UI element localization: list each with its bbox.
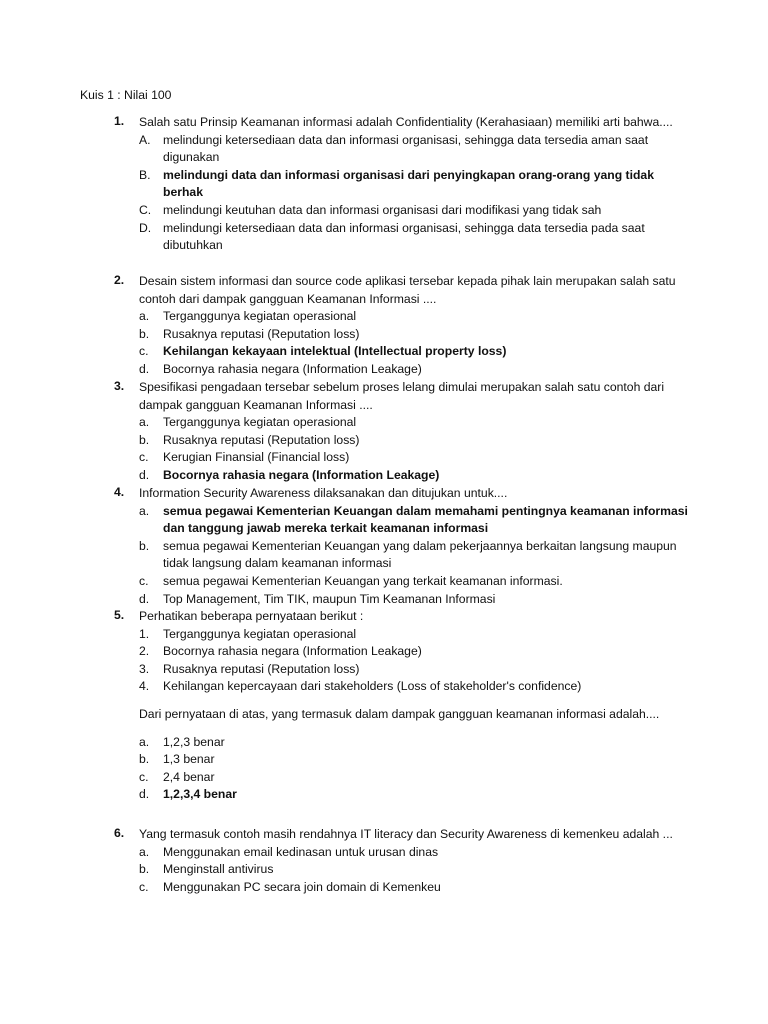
option-text: Kehilangan kekayaan intelektual (Intellectual property loss) xyxy=(163,344,507,359)
answer-option xyxy=(139,538,694,573)
answer-option xyxy=(139,844,694,862)
statement-text: Bocornya rahasia negara (Information Leakage) xyxy=(163,644,422,659)
option-text: semua pegawai Kementerian Keuangan yang dalam pekerjaannya berkaitan langsung maupun tidak langsung dalam keamanan informasi xyxy=(163,538,677,571)
option-text: melindungi ketersediaan data dan informasi organisasi, sehingga data tersedia pada saat dibutuhkan xyxy=(163,220,645,253)
option-letter: d. xyxy=(139,467,150,482)
statement-text: Kehilangan kepercayaan dari stakeholders (Loss of stakeholder's confidence) xyxy=(163,679,582,694)
answer-option xyxy=(139,414,694,432)
answer-option xyxy=(139,361,694,379)
option-letter: a. xyxy=(139,309,150,324)
option-text: semua pegawai Kementerian Keuangan dalam memahami pentingnya keamanan informasi dan tanggung jawab mereka terkait keamanan informasi xyxy=(163,503,688,536)
question-body xyxy=(139,114,694,255)
option-text: melindungi ketersediaan data dan informasi organisasi, sehingga data tersedia aman saat digunakan xyxy=(163,132,649,165)
option-letter: b. xyxy=(139,538,150,553)
option-list xyxy=(139,844,694,897)
question-number: 5. xyxy=(114,608,125,622)
option-letter: a. xyxy=(139,844,150,859)
option-text: 1,2,3 benar xyxy=(163,734,225,749)
option-letter: b. xyxy=(139,752,150,767)
statement-text: Terganggunya kegiatan operasional xyxy=(163,626,357,641)
question-text: Desain sistem informasi dan source code aplikasi tersebar kepada pihak lain merupakan salah satu contoh dari dampak gangguan Keamanan Informasi .... xyxy=(139,274,676,306)
question-number: 6. xyxy=(114,826,125,840)
question-text: Perhatikan beberapa pernyataan berikut : xyxy=(139,609,364,623)
statement-number: 1. xyxy=(139,626,150,641)
answer-option xyxy=(139,326,694,344)
option-letter: c. xyxy=(139,573,149,588)
option-letter: c. xyxy=(139,344,149,359)
option-text: melindungi keutuhan data dan informasi organisasi dari modifikasi yang tidak sah xyxy=(163,202,602,217)
answer-option xyxy=(139,202,694,220)
option-letter: c. xyxy=(139,879,149,894)
answer-option xyxy=(139,573,694,591)
question-text: Information Security Awareness dilaksanakan dan ditujukan untuk.... xyxy=(139,486,508,500)
answer-option xyxy=(139,167,694,202)
question-number: 1. xyxy=(114,114,125,128)
question-number: 2. xyxy=(114,273,125,287)
option-text: Rusaknya reputasi (Reputation loss) xyxy=(163,432,360,447)
answer-option xyxy=(139,769,694,787)
answer-option xyxy=(139,503,694,538)
option-text: Kerugian Finansial (Financial loss) xyxy=(163,450,350,465)
answer-option xyxy=(139,879,694,897)
answer-option xyxy=(139,751,694,769)
question-number: 4. xyxy=(114,485,125,499)
option-text: Menggunakan PC secara join domain di Kemenkeu xyxy=(163,879,441,894)
option-text: Rusaknya reputasi (Reputation loss) xyxy=(163,326,360,341)
option-letter: c. xyxy=(139,450,149,465)
answer-option xyxy=(139,591,694,609)
page-title: Kuis 1 : Nilai 100 xyxy=(80,88,172,102)
option-letter: D. xyxy=(139,220,152,235)
answer-option xyxy=(139,467,694,485)
option-letter: d. xyxy=(139,787,150,802)
question-note: Dari pernyataan di atas, yang termasuk dalam dampak gangguan keamanan informasi adalah.... xyxy=(139,706,660,721)
answer-option xyxy=(139,734,694,752)
option-letter: b. xyxy=(139,432,150,447)
statement-item xyxy=(139,661,694,679)
option-text: Bocornya rahasia negara (Information Leakage) xyxy=(163,361,422,376)
option-letter: a. xyxy=(139,503,150,518)
option-list xyxy=(139,414,694,484)
question-number: 3. xyxy=(114,379,125,393)
option-text: Bocornya rahasia negara (Information Leakage) xyxy=(163,467,440,482)
option-text: Top Management, Tim TIK, maupun Tim Keamanan Informasi xyxy=(163,591,496,606)
option-list xyxy=(139,308,694,378)
question-body xyxy=(139,379,694,485)
option-letter: a. xyxy=(139,734,150,749)
option-text: semua pegawai Kementerian Keuangan yang terkait keamanan informasi. xyxy=(163,573,563,588)
option-text: 2,4 benar xyxy=(163,769,215,784)
option-letter: C. xyxy=(139,202,152,217)
option-list xyxy=(139,132,694,255)
question-body xyxy=(139,273,694,379)
statement-text: Rusaknya reputasi (Reputation loss) xyxy=(163,661,360,676)
option-letter: d. xyxy=(139,361,150,376)
answer-option xyxy=(139,449,694,467)
question-text: Salah satu Prinsip Keamanan informasi adalah Confidentiality (Kerahasiaan) memiliki arti bahwa.... xyxy=(139,115,673,129)
question-text: Spesifikasi pengadaan tersebar sebelum proses lelang dimulai merupakan salah satu contoh dari dampak gangguan Keamanan Informasi .... xyxy=(139,380,665,412)
option-text: Menggunakan email kedinasan untuk urusan dinas xyxy=(163,844,439,859)
option-text: Terganggunya kegiatan operasional xyxy=(163,415,357,430)
statement-item xyxy=(139,626,694,644)
statement-item xyxy=(139,643,694,661)
answer-option xyxy=(139,220,694,255)
question-text: Yang termasuk contoh masih rendahnya IT literacy dan Security Awareness di kemenkeu adalah ... xyxy=(139,827,673,841)
option-text: 1,2,3,4 benar xyxy=(163,787,237,802)
option-list xyxy=(139,503,694,609)
option-text: Menginstall antivirus xyxy=(163,862,274,877)
option-text: melindungi data dan informasi organisasi dari penyingkapan orang-orang yang tidak berhak xyxy=(163,167,654,200)
question-body xyxy=(139,608,694,804)
statement-number: 3. xyxy=(139,661,150,676)
option-letter: b. xyxy=(139,326,150,341)
option-letter: d. xyxy=(139,591,150,606)
option-list xyxy=(139,734,694,804)
option-letter: c. xyxy=(139,769,149,784)
statement-number: 4. xyxy=(139,679,150,694)
option-text: Terganggunya kegiatan operasional xyxy=(163,309,357,324)
answer-option xyxy=(139,861,694,879)
statement-list xyxy=(139,626,694,696)
question-body xyxy=(139,826,694,896)
option-text: 1,3 benar xyxy=(163,752,215,767)
answer-option xyxy=(139,343,694,361)
answer-option xyxy=(139,308,694,326)
statement-item xyxy=(139,678,694,696)
option-letter: b. xyxy=(139,862,150,877)
answer-option xyxy=(139,432,694,450)
option-letter: a. xyxy=(139,415,150,430)
question-body xyxy=(139,485,694,608)
option-letter: B. xyxy=(139,167,151,182)
statement-number: 2. xyxy=(139,644,150,659)
answer-option xyxy=(139,132,694,167)
option-letter: A. xyxy=(139,132,151,147)
answer-option xyxy=(139,786,694,804)
